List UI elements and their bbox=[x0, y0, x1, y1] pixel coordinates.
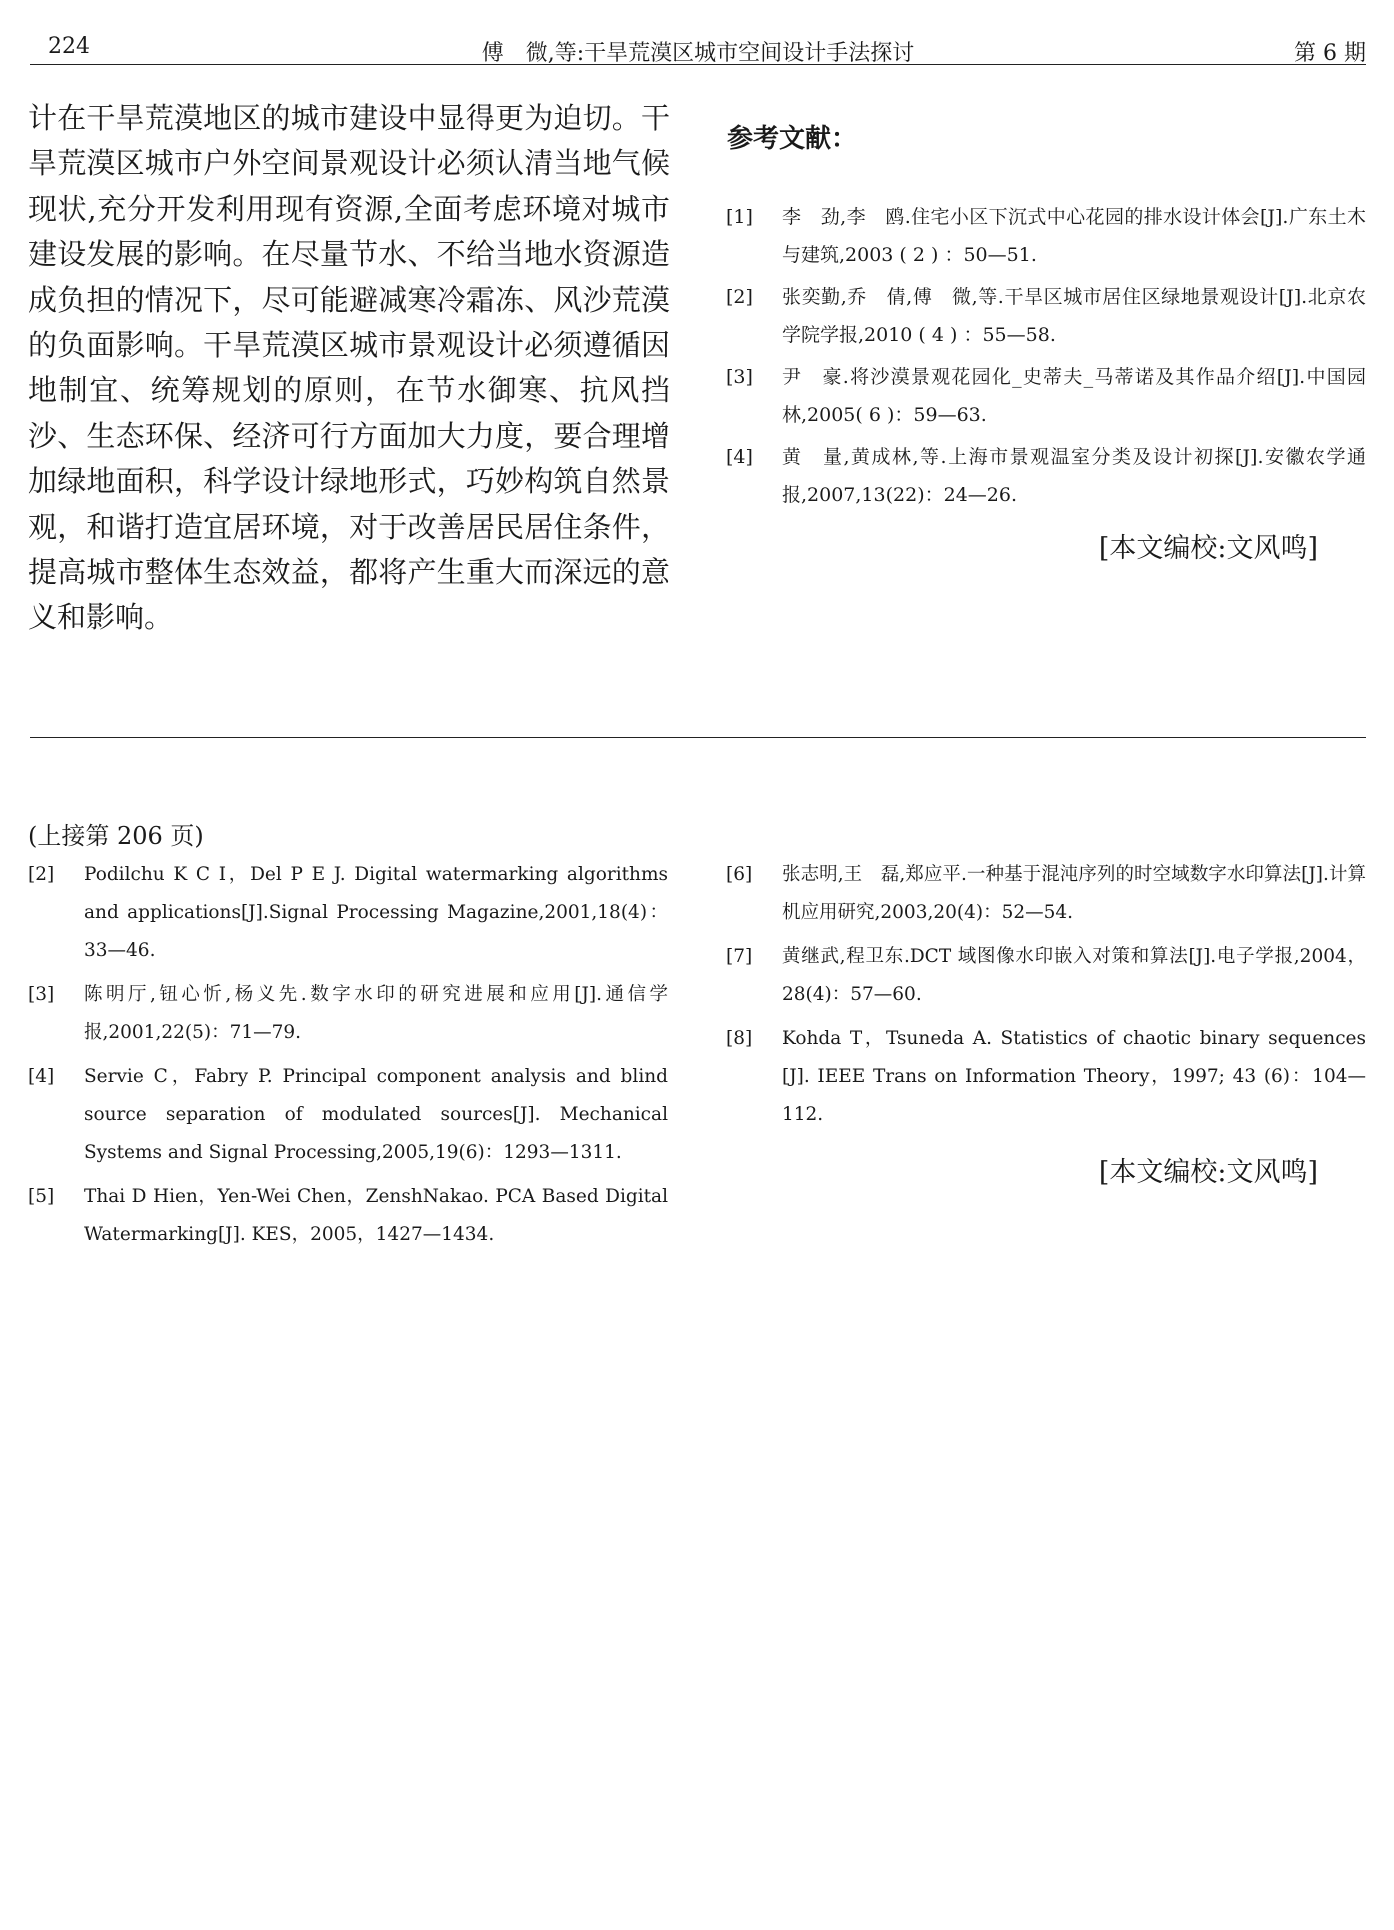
reference-number: [4] bbox=[726, 446, 753, 468]
reference-item bbox=[726, 856, 1366, 932]
reference-item bbox=[28, 976, 668, 1052]
reference-list-main bbox=[726, 198, 1366, 518]
reference-list-right bbox=[726, 856, 1366, 1140]
reference-number: [4] bbox=[28, 1066, 55, 1087]
reference-number: [7] bbox=[726, 946, 753, 967]
editor-note: [本文编校:文风鸣] bbox=[1098, 533, 1318, 564]
reference-item bbox=[726, 1020, 1366, 1134]
continued-from-note: (上接第 206 页) bbox=[28, 822, 204, 850]
reference-text: Podilchu K C I，Del P E J. Digital watermarking algorithms and applications[J].Signal Processing Magazine,2001,18(4)：33—46. bbox=[84, 864, 668, 961]
reference-text: 黄 量,黄成林,等.上海市景观温室分类及设计初探[J].安徽农学通报,2007,13(22)：24—26. bbox=[782, 446, 1366, 506]
reference-item bbox=[726, 938, 1366, 1014]
reference-text: 陈明厅,钮心忻,杨义先.数字水印的研究进展和应用[J].通信学报,2001,22(5)：71—79. bbox=[84, 984, 668, 1043]
reference-item bbox=[726, 278, 1366, 354]
issue-number: 第 6 期 bbox=[1294, 41, 1366, 66]
editor-note: [本文编校:文风鸣] bbox=[1098, 1157, 1318, 1188]
reference-text: 黄继武,程卫东.DCT 域图像水印嵌入对策和算法[J].电子学报,2004，28(4)：57—60. bbox=[782, 946, 1366, 1005]
reference-text: 李 劲,李 鸥.住宅小区下沉式中心花园的排水设计体会[J].广东土木与建筑,2003 ( 2 ) ：50—51. bbox=[782, 206, 1366, 266]
page-header bbox=[30, 34, 1366, 64]
reference-text: 张奕勤,乔 倩,傅 微,等.干旱区城市居住区绿地景观设计[J].北京农学院学报,2010 ( 4 ) ：55—58. bbox=[782, 286, 1366, 346]
reference-text: Servie C，Fabry P. Principal component analysis and blind source separation of modulated sources[J]. Mechanical Systems and Signal Processing,2005,19(6)：1293—1311. bbox=[84, 1066, 668, 1163]
reference-number: [8] bbox=[726, 1028, 753, 1049]
body-paragraph: 计在干旱荒漠地区的城市建设中显得更为迫切。干旱荒漠区城市户外空间景观设计必须认清当地气候现状,充分开发利用现有资源,全面考虑环境对城市建设发展的影响。在尽量节水、不给当地水资源造成负担的情况下，尽可能避减寒冷霜冻、风沙荒漠的负面影响。干旱荒漠区城市景观设计必须遵循因地制宜、统筹规划的原则，在节水御寒、抗风挡沙、生态环保、经济可行方面加大力度，要合理增加绿地面积，科学设计绿地形式，巧妙构筑自然景观，和谐打造宜居环境，对于改善居民居住条件，提高城市整体生态效益，都将产生重大而深远的意义和影响。 bbox=[28, 101, 670, 635]
reference-number: [3] bbox=[28, 984, 55, 1005]
reference-number: [5] bbox=[28, 1186, 55, 1207]
reference-number: [3] bbox=[726, 366, 753, 388]
reference-text: 尹 豪.将沙漠景观花园化_史蒂夫_马蒂诺及其作品介绍[J].中国园林,2005( 6 )：59—63. bbox=[782, 366, 1366, 426]
page-number: 224 bbox=[48, 34, 90, 59]
reference-item bbox=[726, 358, 1366, 434]
reference-number: [2] bbox=[28, 864, 55, 885]
reference-item bbox=[726, 438, 1366, 514]
reference-list-left bbox=[28, 856, 668, 1260]
reference-item bbox=[28, 856, 668, 970]
reference-number: [1] bbox=[726, 206, 753, 228]
reference-number: [6] bbox=[726, 864, 753, 885]
reference-item bbox=[726, 198, 1366, 274]
reference-text: 张志明,王 磊,郑应平.一种基于混沌序列的时空域数字水印算法[J].计算机应用研究,2003,20(4)：52—54. bbox=[782, 864, 1366, 923]
references-heading: 参考文献： bbox=[727, 124, 858, 154]
section-divider bbox=[30, 737, 1366, 738]
reference-number: [2] bbox=[726, 286, 753, 308]
reference-text: Thai D Hien，Yen-Wei Chen，ZenshNakao. PCA Based Digital Watermarking[J]. KES，2005，1427—1434. bbox=[84, 1186, 668, 1245]
reference-item bbox=[28, 1178, 668, 1254]
header-rule bbox=[30, 64, 1366, 65]
running-title: 傅 微,等:干旱荒漠区城市空间设计手法探讨 bbox=[481, 41, 915, 66]
reference-text: Kohda T，Tsuneda A. Statistics of chaotic binary sequences [J]. IEEE Trans on Information Theory，1997; 43 (6)：104—112. bbox=[782, 1028, 1366, 1125]
reference-item bbox=[28, 1058, 668, 1172]
